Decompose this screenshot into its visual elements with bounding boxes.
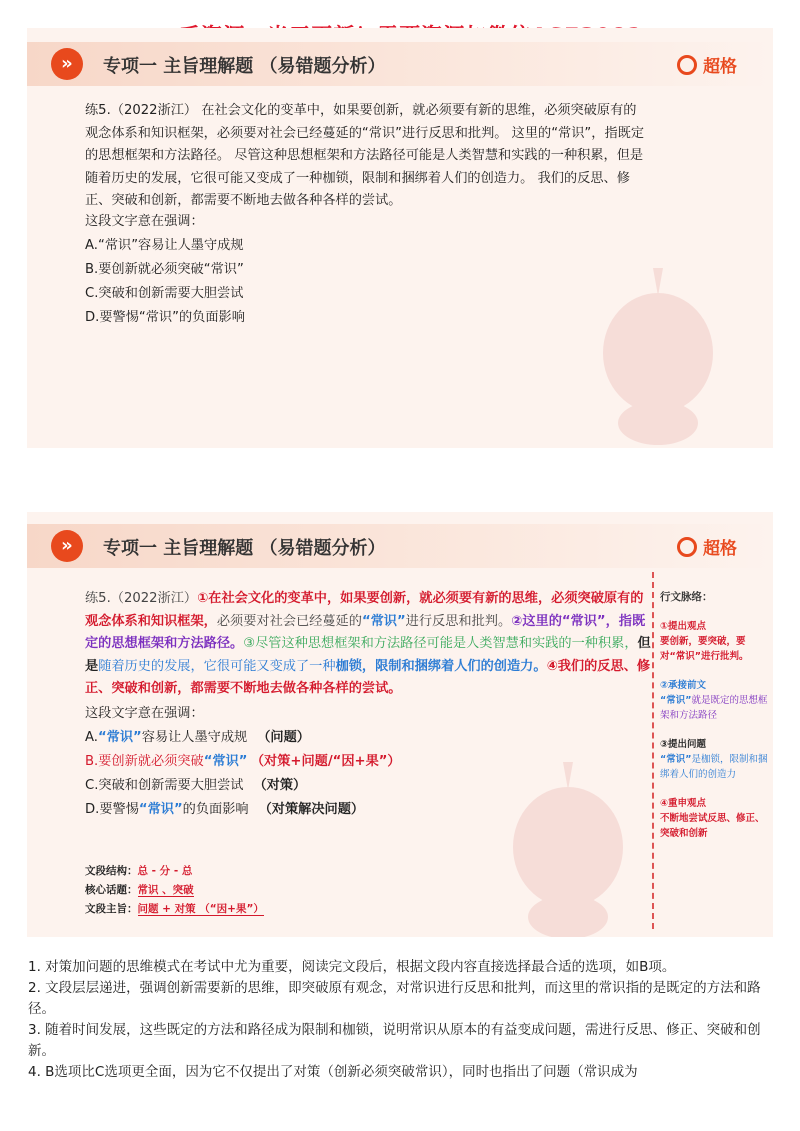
explanation-item-4: 4. B选项比C选项更全面，因为它不仅提出了对策（创新必须突破常识），同时也指出了问题（常识成为: [28, 1064, 638, 1080]
mascot-watermark-icon: [583, 258, 733, 448]
passage-s1a: ①在社会文化的变革中，: [197, 591, 341, 606]
option-b-key: “常识”: [203, 754, 248, 769]
section-title: 专项一 主旨理解题 （易错题分析）: [103, 56, 386, 77]
analysis-options: [85, 702, 401, 822]
option-d: D.要警惕“常识”的负面影响: [85, 310, 245, 325]
explanation-item-3: 3. 随着时间发展，这些既定的方法和路径成为限制和枷锁，说明常识从原本的有益变成问题，需进行反思、修正、突破和创新。: [28, 1022, 761, 1059]
explanation-item-2: 2. 文段层层递进，强调创新需要新的思维，即突破原有观念，对常识进行反思和批判，而这里的常识指的是既定的方法和路径。: [28, 980, 761, 1017]
sidebar-block-3: [660, 737, 768, 782]
sidebar-block-1-title: ①提出观点: [660, 621, 707, 632]
annotated-passage: [85, 588, 655, 701]
sidebar-block-3-text: 是枷锁，限制和捆绑着人们的创造力: [660, 754, 768, 780]
sidebar-block-3-title: ③提出问题: [660, 739, 707, 750]
sidebar-block-2-key: “常识”: [660, 695, 692, 706]
question-prompt: 这段文字意在强调：: [85, 706, 204, 721]
option-d-text-2: 的负面影响: [182, 802, 249, 817]
structure-sidebar: [660, 590, 768, 855]
slide-question: [27, 28, 773, 448]
option-d-note: （对策解决问题）: [258, 802, 365, 817]
summary-topic-label: 核心话题：: [85, 884, 138, 896]
summary-structure-label: 文段结构：: [85, 865, 138, 877]
question-options: [85, 210, 245, 330]
summary-structure-value: 总 - 分 - 总: [137, 865, 193, 877]
option-d-key: “常识”: [138, 802, 183, 817]
option-c-text: C.突破和创新需要大胆尝试: [85, 778, 244, 793]
option-a-text: 容易让人墨守成规: [141, 730, 248, 745]
sidebar-block-4-title: ④重申观点: [660, 798, 707, 809]
mascot-watermark-icon: [493, 752, 643, 937]
section-title: 专项一 主旨理解题 （易错题分析）: [103, 538, 386, 559]
slide-header: [27, 42, 773, 86]
option-c: C.突破和创新需要大胆尝试: [85, 286, 244, 301]
explanation-text: [28, 957, 773, 1083]
slide-header-2: [27, 524, 773, 568]
brand-logo: [677, 534, 737, 559]
passage-s4: ④我们的反思、修正、突破和创新，都需要不断地去做各种各样的尝试。: [85, 658, 651, 696]
sidebar-block-4: [660, 796, 768, 841]
sidebar-block-4-desc: 不断地尝试反思、修正、突破和创新: [660, 813, 765, 839]
summary-main-idea-value: 问题 + 对策 （“因+果”）: [137, 903, 264, 915]
sidebar-block-2: [660, 678, 768, 723]
explanation-item-1: 1. 对策加问题的思维模式在考试中尤为重要，阅读完文段后，根据文段内容直接选择最合适的选项，如B项。: [28, 959, 676, 975]
sidebar-block-2-text: 就是既定的思想框架和方法路径: [660, 695, 768, 721]
question-passage: 练5.（2022浙江） 在社会文化的变革中，如果要创新，就必须要有新的思维，必须突破原有的观念体系和知识框架，必须要对社会已经蔓延的“常识”进行反思和批判。 这里的“常识”，指既定的思想框架和方法路径。 尽管这种思想框架和方法路径可能是人类智慧和实践的一种积累，但是随着历史的发展，它很可能又变成了一种枷锁，限制和捆绑着人们的创造力。 我们的反思、修正、突破和创新，都需要不断地去做各种各样的尝试。: [85, 103, 645, 208]
passage-summary: [85, 862, 264, 919]
passage-s2: ②这里的“常识”，指既定的思想框架和方法路径。: [85, 613, 646, 651]
question-prompt: 这段文字意在强调：: [85, 214, 204, 229]
option-a: [85, 726, 401, 750]
option-c: [85, 774, 401, 798]
summary-main-idea: [85, 900, 264, 919]
arrow-icon: »: [51, 48, 83, 80]
passage-s1e: 进行反思和批判。: [405, 613, 512, 629]
passage-s1d: “常识”: [361, 613, 406, 629]
option-d-text-1: D.要警惕: [85, 802, 139, 817]
summary-structure: [85, 862, 264, 881]
slide-analysis: [27, 512, 773, 937]
sidebar-block-2-title: ②承接前文: [660, 680, 707, 691]
passage-head: 练5.（2022浙江）: [85, 591, 198, 606]
option-a-key: “常识”: [97, 730, 142, 745]
brand-name: 超格: [703, 539, 737, 559]
summary-topic: [85, 881, 264, 900]
sidebar-block-1-desc: 要创新，要突破，要对“常识”进行批判。: [660, 636, 749, 662]
sidebar-heading: 行文脉络：: [660, 591, 713, 603]
sidebar-block-2-desc: [660, 693, 768, 723]
option-b: [85, 750, 401, 774]
summary-topic-value: 常识 、突破: [137, 884, 194, 896]
passage-s3c: 随着历史的发展，它很可能又变成了一种: [98, 658, 336, 674]
option-b-note: （对策+问题/“因+果”）: [257, 754, 401, 769]
sidebar-block-1: [660, 619, 768, 664]
passage-s3e: 限制和捆绑着人们的创造力。: [375, 658, 547, 674]
option-d: [85, 798, 401, 822]
summary-main-idea-label: 文段主旨：: [85, 903, 138, 915]
option-a-letter: A.: [85, 730, 98, 745]
option-b: B.要创新就必须突破“常识”: [85, 262, 244, 277]
option-a-note: （问题）: [257, 730, 310, 745]
passage-s3d: 枷锁，: [335, 658, 376, 674]
side-divider: [652, 572, 654, 929]
brand-logo: [677, 52, 737, 77]
passage-s1c: 必须要对社会已经蔓延的: [216, 613, 362, 629]
brand-name: 超格: [703, 57, 737, 77]
arrow-icon: »: [51, 530, 83, 562]
passage-s3a: ③尽管这种思想框架和方法路径可能是人类智慧和实践的一种积累，: [243, 636, 638, 651]
brand-icon: [677, 537, 697, 557]
option-b-text: B.要创新就必须突破: [85, 754, 204, 769]
option-a: A.“常识”容易让人墨守成规: [85, 238, 244, 253]
sidebar-block-3-desc: [660, 752, 768, 782]
option-c-note: （对策）: [253, 778, 307, 793]
passage-s3b: 但是: [85, 636, 651, 674]
sidebar-block-3-key: “常识”: [660, 754, 692, 765]
brand-icon: [677, 55, 697, 75]
passage-s1b: 如果要创新，就必须要有新的思维，必须突破原有的观念体系和知识框架，: [85, 591, 644, 629]
